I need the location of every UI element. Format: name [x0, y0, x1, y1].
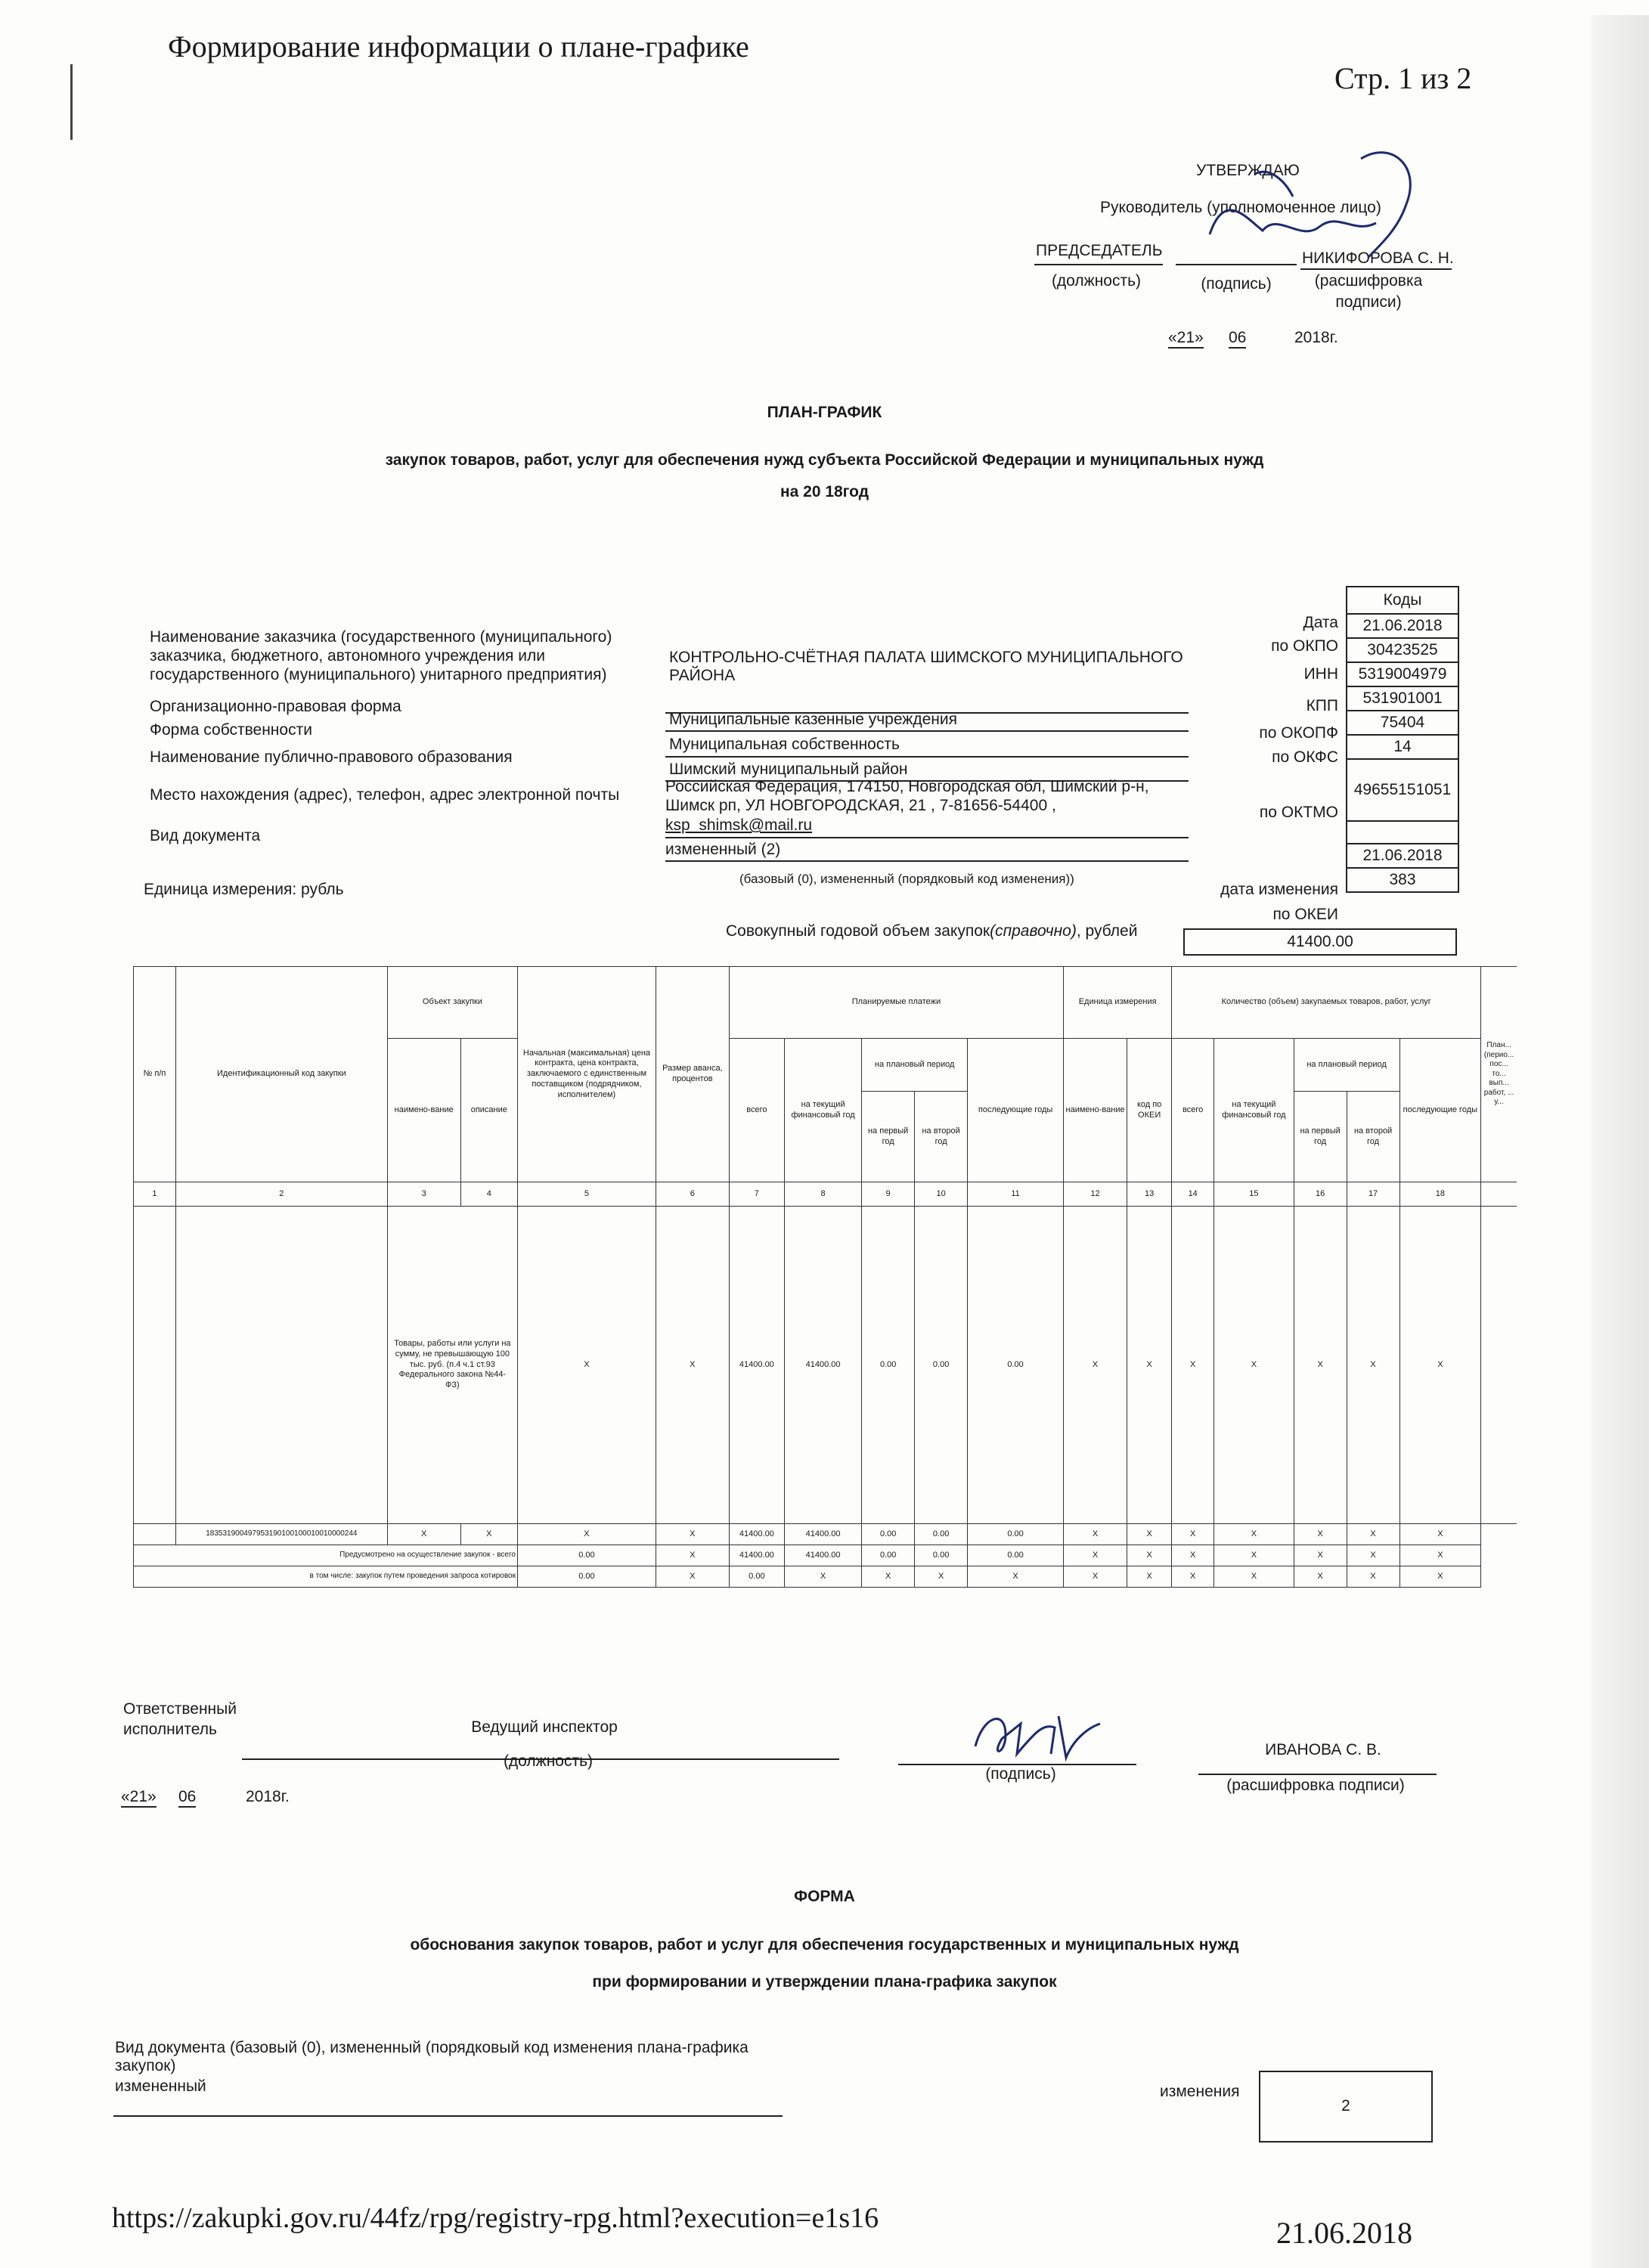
- sum-c9: 0.00: [862, 1545, 915, 1566]
- col-num: 8: [784, 1182, 861, 1207]
- approve-date-month: 06: [1229, 329, 1246, 349]
- quote-c5: 0.00: [517, 1566, 656, 1588]
- quote-c8: X: [784, 1566, 861, 1588]
- th-qty-period: на плановый период: [1294, 1039, 1399, 1092]
- col-num: 12: [1064, 1182, 1127, 1207]
- row-qty-first: X: [1294, 1207, 1347, 1524]
- col-num: 9: [862, 1182, 915, 1207]
- ikz-c5: X: [517, 1524, 656, 1545]
- quote-c16: X: [1294, 1566, 1347, 1588]
- total-value-box: [1183, 928, 1457, 956]
- row-qty-total: X: [1172, 1207, 1214, 1524]
- form-doc-value: измененный: [115, 2077, 206, 2095]
- page-edge: [1592, 15, 1649, 2268]
- total-unit: , рублей: [1076, 922, 1138, 940]
- address-email: ksp_shimsk@mail.ru: [665, 816, 813, 834]
- th-qty: Количество (объем) закупаемых товаров, работ, услуг: [1172, 967, 1481, 1039]
- th-num: № п/п: [134, 967, 176, 1182]
- quote-c17: X: [1347, 1566, 1399, 1588]
- ikz-cell: [134, 1524, 176, 1545]
- sum-c14: X: [1172, 1545, 1214, 1566]
- sum-c6: X: [656, 1545, 729, 1566]
- sum-c17: X: [1347, 1545, 1399, 1566]
- col-num: 2: [175, 1182, 387, 1207]
- responsible-label: Ответственный исполнитель: [123, 1700, 237, 1738]
- th-total: всего: [729, 1039, 784, 1182]
- ikz-c18: X: [1399, 1524, 1481, 1545]
- responsible-sign-caption: (подпись): [985, 1765, 1056, 1783]
- code-okei: 383: [1347, 868, 1458, 892]
- address-label: Место нахождения (адрес), телефон, адрес электронной почты: [150, 786, 620, 804]
- quote-c11: X: [968, 1566, 1064, 1588]
- ikz-c3: X: [387, 1524, 460, 1545]
- ikz-c15: X: [1214, 1524, 1294, 1545]
- row-cut: [1481, 1207, 1517, 1524]
- sum-c12: X: [1064, 1545, 1127, 1566]
- page-number: Стр. 1 из 2: [1334, 61, 1472, 95]
- entity-value: Шимский муниципальный район: [669, 761, 908, 778]
- row-qty-later: X: [1399, 1207, 1481, 1524]
- approve-name-caption: (расшифровка подписи): [1314, 272, 1423, 311]
- th-ikz: Идентификационный код закупки: [175, 967, 387, 1182]
- col-num: 7: [729, 1182, 784, 1207]
- row-advance: X: [656, 1207, 729, 1524]
- approve-position-line: [1034, 264, 1163, 265]
- ikz-c13: X: [1127, 1524, 1172, 1545]
- code-date: 21.06.2018: [1347, 614, 1458, 638]
- code-change-date: 21.06.2018: [1347, 844, 1458, 868]
- quote-c14: X: [1172, 1566, 1214, 1588]
- codes-label-okfs: по ОКФС: [1272, 748, 1338, 766]
- ikz-c17: X: [1347, 1524, 1399, 1545]
- ownership-value: Муниципальная собственность: [669, 736, 900, 753]
- sum-c15: X: [1214, 1545, 1294, 1566]
- plan-year: на 20 18год: [780, 483, 869, 500]
- quote-c18: X: [1399, 1566, 1481, 1588]
- approve-date-year: 2018г.: [1294, 329, 1338, 346]
- sum-c11: 0.00: [968, 1545, 1064, 1566]
- customer-label: Наименование заказчика (государственного (муниципального) заказчика, бюджетного, автономного учреждения или государственного (муниципального) унитарного предприятия): [150, 628, 612, 683]
- customer-value: КОНТРОЛЬНО-СЧЁТНАЯ ПАЛАТА ШИМСКОГО МУНИЦИПАЛЬНОГО РАЙОНА: [669, 649, 1183, 684]
- sum-label: Предусмотрено на осуществление закупок - всего: [134, 1545, 518, 1566]
- ikz-c14: X: [1172, 1524, 1214, 1545]
- th-cut: План... (перио... пос... то... вып... работ, ... у...: [1481, 967, 1517, 1182]
- form-title: ФОРМА: [794, 1888, 855, 1905]
- doc-type-line: [665, 860, 1189, 862]
- col-num-cut: [1481, 1182, 1517, 1207]
- codes-label-okei: по ОКЕИ: [1272, 906, 1338, 923]
- entity-label: Наименование публично-правового образования: [150, 748, 513, 766]
- sum-c16: X: [1294, 1545, 1347, 1566]
- header-title: Формирование информации о плане-графике: [168, 29, 749, 64]
- code-okopf: 75404: [1347, 711, 1458, 735]
- form-doc-line: [113, 2115, 783, 2117]
- ikz-c10: 0.00: [915, 1524, 968, 1545]
- col-num: 14: [1172, 1182, 1214, 1207]
- responsible-signature: [960, 1701, 1111, 1769]
- th-payments: Планируемые платежи: [729, 967, 1063, 1039]
- th-later-years: последующие годы: [968, 1039, 1064, 1182]
- punch-mark: [70, 64, 73, 140]
- form-change-label: изменения: [1160, 2083, 1240, 2100]
- row-cell: [175, 1207, 387, 1524]
- ikz-c9: 0.00: [862, 1524, 915, 1545]
- col-num: 4: [460, 1182, 517, 1207]
- ikz-c12: X: [1064, 1524, 1127, 1545]
- th-qty-total: всего: [1172, 1039, 1214, 1182]
- doc-type-value: измененный (2): [665, 841, 781, 858]
- approve-date-day: «21»: [1168, 329, 1204, 349]
- row-current: 41400.00: [784, 1207, 861, 1524]
- codes-label-inn: ИНН: [1303, 665, 1338, 683]
- ikz-c8: 41400.00: [784, 1524, 861, 1545]
- form-change-value: 2: [1341, 2097, 1350, 2115]
- th-nmck: Начальная (максимальная) цена контракта, цена контракта, заключаемого с единственным поставщиком (подрядчиком, исполнителем): [517, 967, 656, 1182]
- th-planned-period: на плановый период: [862, 1039, 968, 1092]
- approve-position: ПРЕДСЕДАТЕЛЬ: [1036, 242, 1163, 259]
- col-num: 5: [517, 1182, 656, 1207]
- col-num: 17: [1347, 1182, 1399, 1207]
- sum-c10: 0.00: [915, 1545, 968, 1566]
- ikz-cut: [1481, 1524, 1517, 1545]
- ikz-c16: X: [1294, 1524, 1347, 1545]
- sum-c18: X: [1399, 1545, 1481, 1566]
- quote-label: в том числе: закупок путем проведения запроса котировок: [134, 1566, 518, 1588]
- ikz-code: 183531900497953190100100010010000244: [175, 1524, 387, 1545]
- row-qty-second: X: [1347, 1207, 1399, 1524]
- approve-role: Руководитель (уполномоченное лицо): [1100, 199, 1381, 216]
- code-inn: 5319004979: [1347, 662, 1458, 686]
- quote-c12: X: [1064, 1566, 1127, 1588]
- th-object: Объект закупки: [387, 967, 517, 1039]
- row-later: 0.00: [968, 1207, 1064, 1524]
- legal-form-value: Муниципальные казенные учреждения: [669, 711, 957, 728]
- code-oktmo: 49655151051: [1347, 759, 1458, 821]
- col-num: 15: [1214, 1182, 1294, 1207]
- quote-c9: X: [862, 1566, 915, 1588]
- sum-c13: X: [1127, 1545, 1172, 1566]
- sum-c7: 41400.00: [729, 1545, 784, 1566]
- total-label: [726, 922, 1137, 940]
- codes-label-change-date: дата изменения: [1220, 881, 1338, 898]
- total-label-text: Совокупный годовой объем закупок: [726, 922, 990, 940]
- responsible-name-line: [1198, 1774, 1437, 1775]
- row-unit: X: [1064, 1207, 1127, 1524]
- footer-date: 21.06.2018: [1276, 2216, 1412, 2250]
- col-num: 13: [1127, 1182, 1172, 1207]
- th-obj-desc: описание: [460, 1039, 517, 1182]
- form-change-box: [1259, 2071, 1433, 2143]
- legal-form-label: Организационно-правовая форма: [150, 698, 401, 715]
- col-num: 1: [134, 1182, 176, 1207]
- codes-table: [1346, 586, 1459, 893]
- responsible-name-caption: (расшифровка подписи): [1226, 1777, 1405, 1794]
- responsible-date-month: 06: [178, 1788, 196, 1808]
- th-qty-first: на первый год: [1294, 1092, 1347, 1182]
- plan-subtitle: закупок товаров, работ, услуг для обеспечения нужд субъекта Российской Федерации и муниципальных нужд: [385, 451, 1264, 469]
- form-line1: обоснования закупок товаров, работ и услуг для обеспечения государственных и муниципальных нужд: [410, 1936, 1239, 1954]
- unit-label: Единица измерения: рубль: [144, 881, 344, 898]
- row-okei: X: [1127, 1207, 1172, 1524]
- quote-c6: X: [656, 1566, 729, 1588]
- code-empty: [1347, 821, 1458, 844]
- total-value: 41400.00: [1287, 933, 1353, 950]
- codes-header: Коды: [1347, 587, 1458, 614]
- col-num: 11: [968, 1182, 1064, 1207]
- row-total: 41400.00: [729, 1207, 784, 1524]
- quote-c7: 0.00: [729, 1566, 784, 1588]
- codes-label-kpp: КПП: [1306, 697, 1338, 714]
- ikz-c6: X: [656, 1524, 729, 1545]
- th-obj-name: наимено-вание: [387, 1039, 460, 1182]
- approve-signature: [1179, 144, 1429, 265]
- ikz-c4: X: [460, 1524, 517, 1545]
- ikz-c7: 41400.00: [729, 1524, 784, 1545]
- quote-c15: X: [1214, 1566, 1294, 1588]
- responsible-date-day: «21»: [121, 1788, 157, 1808]
- form-doc-label: Вид документа (базовый (0), измененный (порядковый код изменения плана-графика закупок): [115, 2039, 749, 2074]
- ownership-label: Форма собственности: [150, 721, 312, 739]
- codes-label-okopf: по ОКОПФ: [1259, 724, 1338, 742]
- approve-name-line: [1300, 268, 1452, 270]
- th-current-year: на текущий финансовый год: [784, 1039, 861, 1182]
- th-qty-later: последующие годы: [1399, 1039, 1481, 1182]
- col-num: 10: [915, 1182, 968, 1207]
- th-second-year: на второй год: [915, 1092, 968, 1182]
- quote-c13: X: [1127, 1566, 1172, 1588]
- responsible-position: Ведущий инспектор: [471, 1718, 618, 1736]
- row-first: 0.00: [862, 1207, 915, 1524]
- row-cell: [134, 1207, 176, 1524]
- col-num: 6: [656, 1182, 729, 1207]
- code-kpp: 531901001: [1347, 686, 1458, 711]
- form-line2: при формировании и утверждении плана-графика закупок: [592, 1973, 1057, 1991]
- sum-c8: 41400.00: [784, 1545, 861, 1566]
- th-unit: Единица измерения: [1064, 967, 1172, 1039]
- plan-table: [133, 966, 1517, 1588]
- code-okpo: 30423525: [1347, 638, 1458, 662]
- codes-label-oktmo: по ОКТМО: [1259, 804, 1338, 821]
- row-nmck: X: [517, 1207, 656, 1524]
- th-first-year: на первый год: [862, 1092, 915, 1182]
- ownership-line: [665, 756, 1189, 758]
- row-desc: Товары, работы или услуги на сумму, не превышающую 100 тыс. руб. (п.4 ч.1 ст.93 Федерального закона №44-ФЗ): [387, 1207, 517, 1524]
- approve-title: УТВЕРЖДАЮ: [1196, 162, 1300, 179]
- th-unit-name: наимено-вание: [1064, 1039, 1127, 1182]
- approve-pos-caption: (должность): [1051, 272, 1142, 290]
- plan-title: ПЛАН-ГРАФИК: [767, 404, 882, 421]
- col-num: 3: [387, 1182, 460, 1207]
- col-num: 18: [1399, 1182, 1481, 1207]
- legal-form-line: [665, 730, 1189, 732]
- sum-c5: 0.00: [517, 1545, 656, 1566]
- code-okfs: 14: [1347, 735, 1458, 759]
- approve-sign-caption: (подпись): [1201, 275, 1272, 293]
- row-qty-current: X: [1214, 1207, 1294, 1524]
- responsible-pos-caption: (должность): [503, 1752, 594, 1770]
- responsible-name: ИВАНОВА С. В.: [1265, 1741, 1381, 1758]
- codes-label-okpo: по ОКПО: [1271, 637, 1338, 655]
- th-okei: код по ОКЕИ: [1127, 1039, 1172, 1182]
- responsible-date-year: 2018г.: [246, 1788, 290, 1805]
- quote-c10: X: [915, 1566, 968, 1588]
- sum-cut: [1481, 1545, 1517, 1566]
- quote-cut: [1481, 1566, 1517, 1588]
- th-advance: Размер аванса, процентов: [656, 967, 729, 1182]
- th-qty-current: на текущий финансовый год: [1214, 1039, 1294, 1182]
- col-num: 16: [1294, 1182, 1347, 1207]
- doc-type-label: Вид документа: [150, 827, 261, 844]
- row-second: 0.00: [915, 1207, 968, 1524]
- th-qty-second: на второй год: [1347, 1092, 1399, 1182]
- address-line: [665, 837, 1189, 838]
- total-note: (справочно): [990, 922, 1077, 940]
- codes-label-date: Дата: [1303, 614, 1338, 631]
- footer-url: https://zakupki.gov.ru/44fz/rpg/registry-rpg.html?execution=e1s16: [112, 2202, 879, 2234]
- doc-type-caption: (базовый (0), измененный (порядковый код изменения)): [739, 872, 1074, 886]
- ikz-c11: 0.00: [968, 1524, 1064, 1545]
- approve-name: НИКИФОРОВА С. Н.: [1302, 249, 1454, 267]
- address-value: Российская Федерация, 174150, Новгородская обл, Шимский р-н, Шимск рп, УЛ НОВГОРОДСКАЯ, 21 , 7-81656-54400 ,: [665, 778, 1149, 814]
